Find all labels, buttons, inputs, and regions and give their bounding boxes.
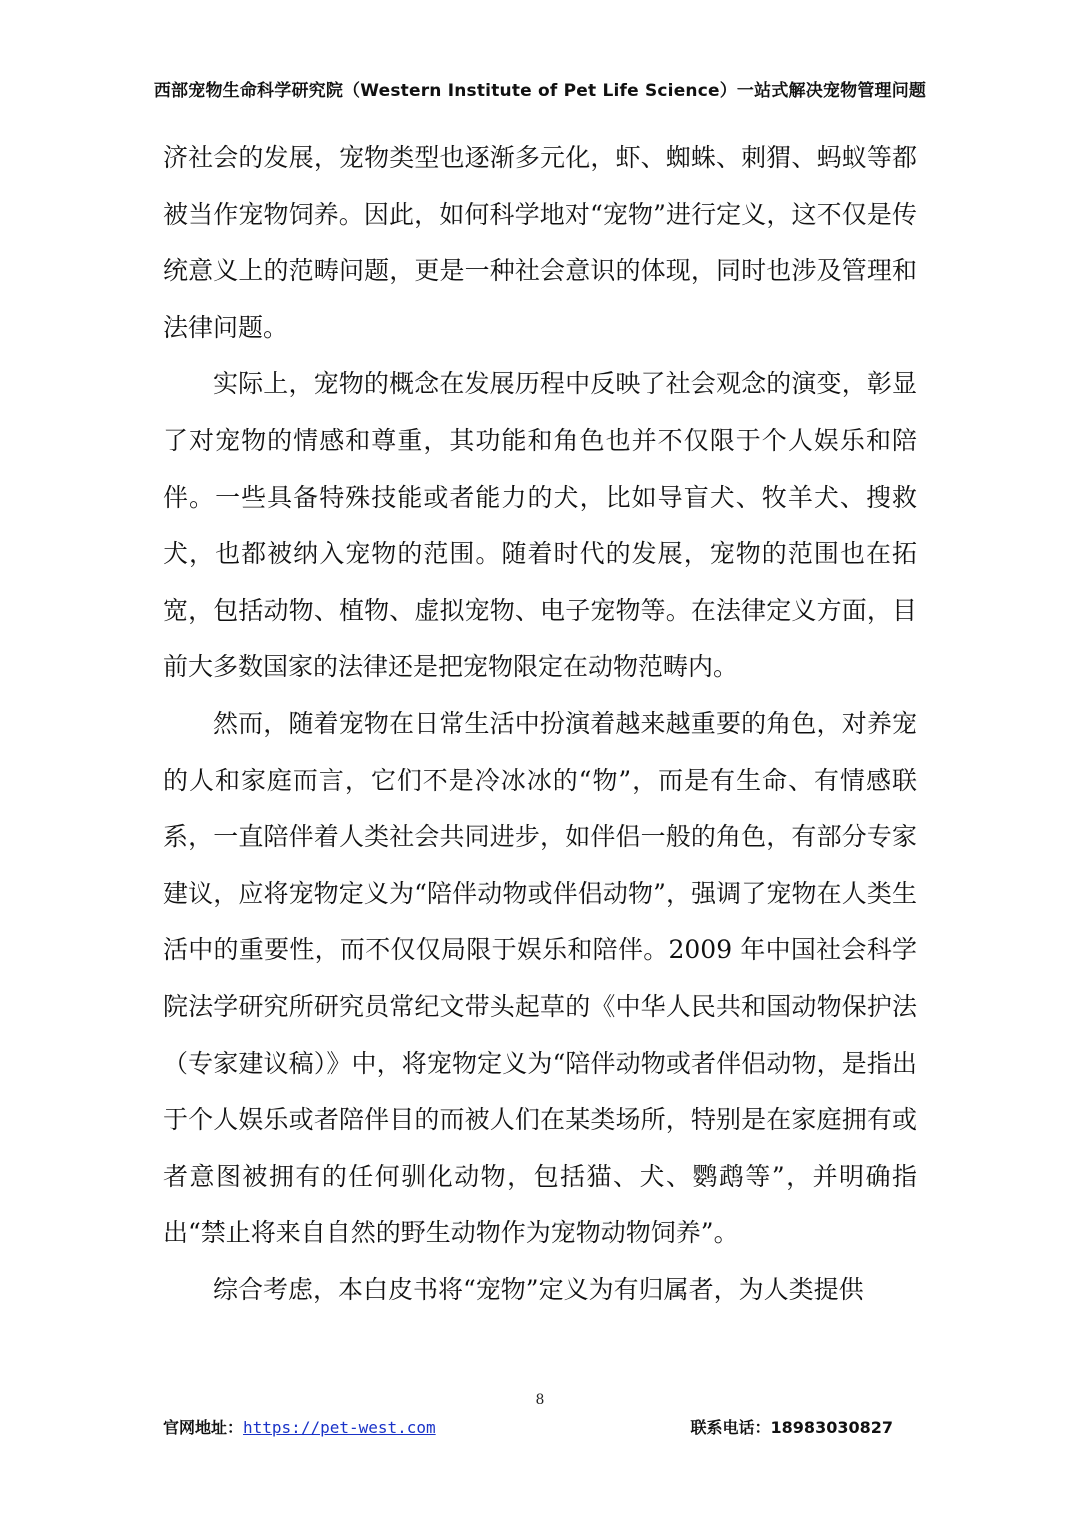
website-link[interactable]: https://pet-west.com bbox=[243, 1418, 436, 1437]
website-info bbox=[163, 1415, 436, 1438]
phone-number: 18983030827 bbox=[770, 1418, 893, 1437]
paragraph-companion-animal: 然而，随着宠物在日常生活中扮演着越来越重要的角色，对养宠的人和家庭而言，它们不是冷冰冰的“物”，而是有生命、有情感联系，一直陪伴着人类社会共同进步，如伴侣一般的角色，有部分专家建议，应将宠物定义为“陪伴动物或伴侣动物”，强调了宠物在人类生活中的重要性，而不仅仅局限于娱乐和陪伴。2009 年中国社会科学院法学研究所研究员常纪文带头起草的《中华人民共和国动物保护法（专家建议稿）》中，将宠物定义为“陪伴动物或者伴侣动物，是指出于个人娱乐或者陪伴目的而被人们在某类场所，特别是在家庭拥有或者意图被拥有的任何驯化动物，包括猫、犬、鹦鹉等”，并明确指出“禁止将来自自然的野生动物作为宠物动物饲养”。 bbox=[163, 708, 917, 1248]
paragraph-definition: 综合考虑，本白皮书将“宠物”定义为有归属者，为人类提供 bbox=[213, 1274, 864, 1304]
page-footer bbox=[163, 1415, 893, 1439]
paragraph-pet-concept: 实际上，宠物的概念在发展历程中反映了社会观念的演变，彰显了对宠物的情感和尊重，其功能和角色也并不仅限于个人娱乐和陪伴。一些具备特殊技能或者能力的犬，比如导盲犬、牧羊犬、搜救犬，也都被纳入宠物的范围。随着时代的发展，宠物的范围也在拓宽，包括动物、植物、虚拟宠物、电子宠物等。在法律定义方面，目前大多数国家的法律还是把宠物限定在动物范畴内。 bbox=[163, 369, 917, 682]
page-header: 西部宠物生命科学研究院（Western Institute of Pet Life Science）一站式解决宠物管理问题 bbox=[153, 81, 927, 101]
body-text bbox=[163, 130, 917, 1318]
phone-label: 联系电话： bbox=[690, 1418, 771, 1437]
paragraph-continuation: 济社会的发展，宠物类型也逐渐多元化，虾、蜘蛛、刺猬、蚂蚁等都被当作宠物饲养。因此，如何科学地对“宠物”进行定义，这不仅是传统意义上的范畴问题，更是一种社会意识的体现，同时也涉及管理和法律问题。 bbox=[163, 143, 917, 342]
phone-info bbox=[691, 1415, 893, 1438]
page-number: 8 bbox=[535, 1392, 545, 1408]
website-label: 官网地址： bbox=[163, 1418, 244, 1437]
